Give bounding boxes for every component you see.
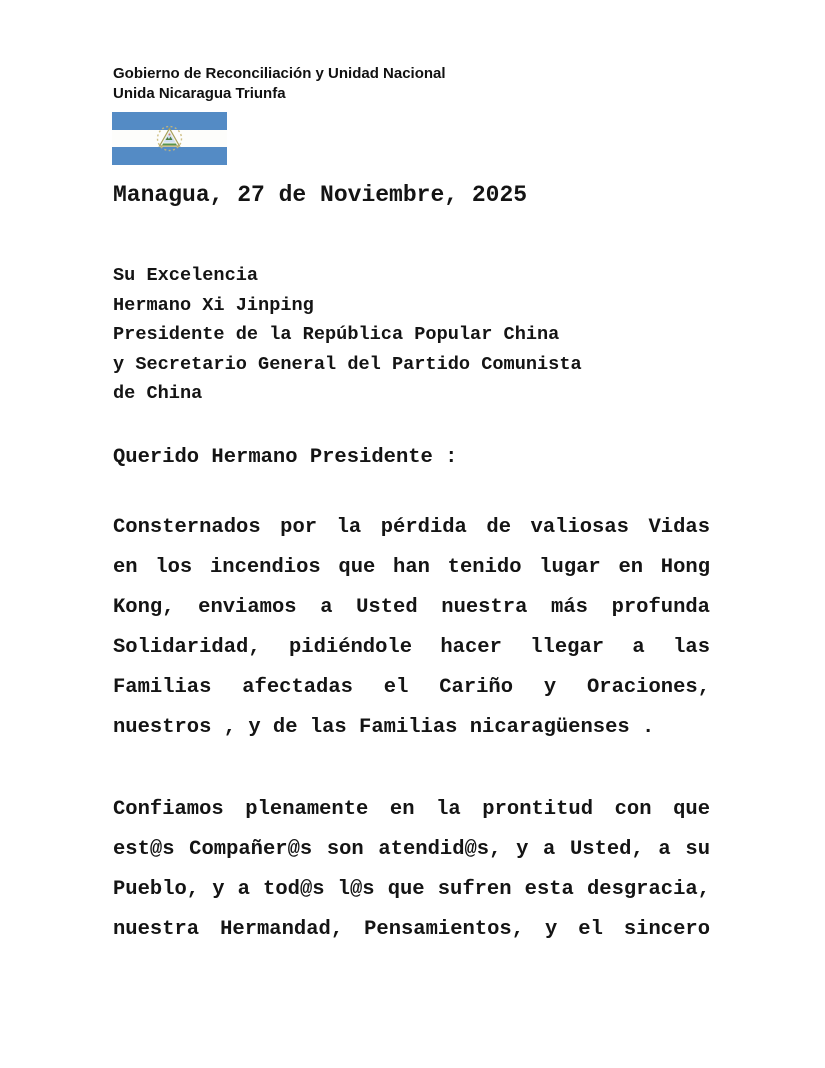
nicaragua-flag-icon <box>112 112 227 165</box>
text-line: nuestros , y de las Familias nicaragüenses . <box>113 716 655 739</box>
text-line: y Secretario General del Partido Comunista <box>113 353 582 375</box>
text-line: est@s Compañer@s son atendid@s, y a Usted, a su <box>113 838 710 861</box>
letterhead <box>113 64 446 104</box>
text-line: Pueblo, y a tod@s l@s que sufren esta desgracia, <box>113 878 710 901</box>
letterhead-line-1: Gobierno de Reconciliación y Unidad Nacional <box>113 65 446 82</box>
text-line: Su Excelencia <box>113 265 259 286</box>
text-line: Hermano Xi Jinping <box>113 294 314 316</box>
text-line: Kong, enviamos a Usted nuestra más profunda <box>113 596 710 619</box>
text-line: nuestra Hermandad, Pensamientos, y el sincero <box>113 918 710 941</box>
text-line: Confiamos plenamente en la prontitud con que <box>113 798 710 821</box>
body-paragraph-2 <box>113 790 710 950</box>
date-line: Managua, 27 de Noviembre, 2025 <box>113 182 528 208</box>
text-line: Solidaridad, pidiéndole hacer llegar a las <box>113 636 710 659</box>
text-line: en los incendios que han tenido lugar en Hong <box>113 556 710 579</box>
text-line: Presidente de la República Popular China <box>113 324 560 345</box>
text-line: Familias afectadas el Cariño y Oraciones, <box>113 676 710 699</box>
letterhead-line-2: Unida Nicaragua Triunfa <box>113 85 286 102</box>
nicaragua-flag-svg <box>112 112 227 165</box>
text-line: de China <box>113 383 203 404</box>
salutation: Querido Hermano Presidente : <box>113 446 458 469</box>
text-line: Consternados por la pérdida de valiosas Vidas <box>113 516 710 539</box>
body-paragraph-1 <box>113 508 710 748</box>
recipient-address <box>113 261 582 409</box>
